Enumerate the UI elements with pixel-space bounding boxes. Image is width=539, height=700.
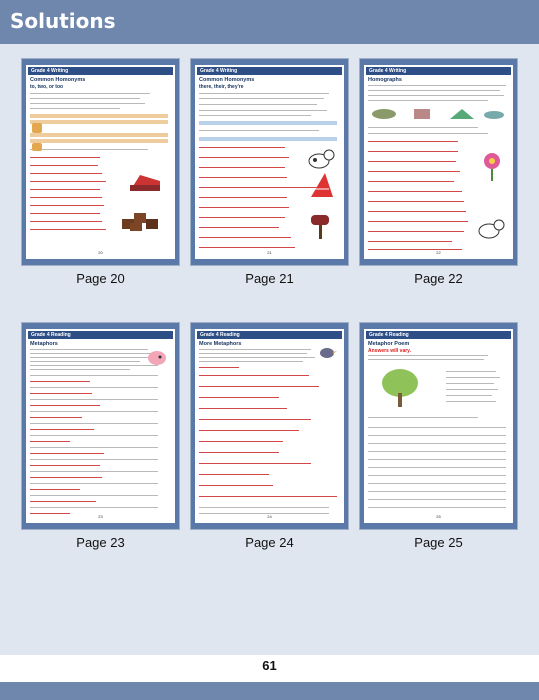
dog-icon xyxy=(476,217,506,241)
thumb-page-number: 20 xyxy=(98,250,103,255)
bird-icon xyxy=(317,343,337,361)
thumbnail-page-24[interactable] xyxy=(190,322,349,530)
grade-label: Grade 4 Reading xyxy=(366,331,511,339)
tree-icon xyxy=(376,365,422,409)
grade-label: Grade 4 Writing xyxy=(28,67,173,75)
caption-page-24: Page 24 xyxy=(245,535,294,550)
kid-icon xyxy=(32,123,42,133)
caption-page-25: Page 25 xyxy=(414,535,463,550)
kid-icon xyxy=(32,143,42,151)
thumbnail-page-21[interactable] xyxy=(190,58,349,266)
cake-icon xyxy=(128,171,162,193)
worksheet-subtitle: Answers will vary. xyxy=(368,348,411,354)
worksheet-title: Common Homonyms xyxy=(30,77,86,83)
thumbnail-page-22[interactable] xyxy=(359,58,518,266)
mailbox-icon xyxy=(307,211,335,241)
page-number: 61 xyxy=(262,658,277,673)
worksheet-title: Homographs xyxy=(368,77,402,83)
thumbnail-page-25[interactable] xyxy=(359,322,518,530)
caption-page-21: Page 21 xyxy=(245,271,294,286)
thumbnail-page-23[interactable] xyxy=(21,322,180,530)
grade-label: Grade 4 Reading xyxy=(28,331,173,339)
worksheet-subtitle: to, two, or too xyxy=(30,84,64,90)
page-title: Solutions xyxy=(10,9,116,33)
worksheet-title: Common Homonyms xyxy=(199,77,255,83)
worksheet-title: More Metaphors xyxy=(199,341,242,347)
thumb-page-number: 22 xyxy=(436,250,441,255)
thumb-page-number: 23 xyxy=(98,514,103,519)
dog-icon xyxy=(305,147,337,171)
homograph-pictures xyxy=(370,105,506,123)
pig-icon xyxy=(146,347,168,367)
thumb-page-number: 21 xyxy=(267,250,272,255)
caption-page-20: Page 20 xyxy=(76,271,125,286)
thumb-page-number: 25 xyxy=(436,514,441,519)
party-hat-icon xyxy=(305,171,335,199)
brownies-icon xyxy=(120,207,162,233)
worksheet-title: Metaphor Poem xyxy=(368,341,410,347)
worksheet-title: Metaphors xyxy=(30,341,58,347)
solutions-header xyxy=(0,0,539,44)
grade-label: Grade 4 Reading xyxy=(197,331,342,339)
caption-page-22: Page 22 xyxy=(414,271,463,286)
grade-label: Grade 4 Writing xyxy=(197,67,342,75)
caption-page-23: Page 23 xyxy=(76,535,125,550)
worksheet-subtitle: there, their, they're xyxy=(199,84,244,90)
flower-icon xyxy=(478,151,506,183)
thumbnail-page-20[interactable] xyxy=(21,58,180,266)
thumb-page-number: 24 xyxy=(267,514,272,519)
grade-label: Grade 4 Writing xyxy=(366,67,511,75)
footer-bar xyxy=(0,682,539,700)
